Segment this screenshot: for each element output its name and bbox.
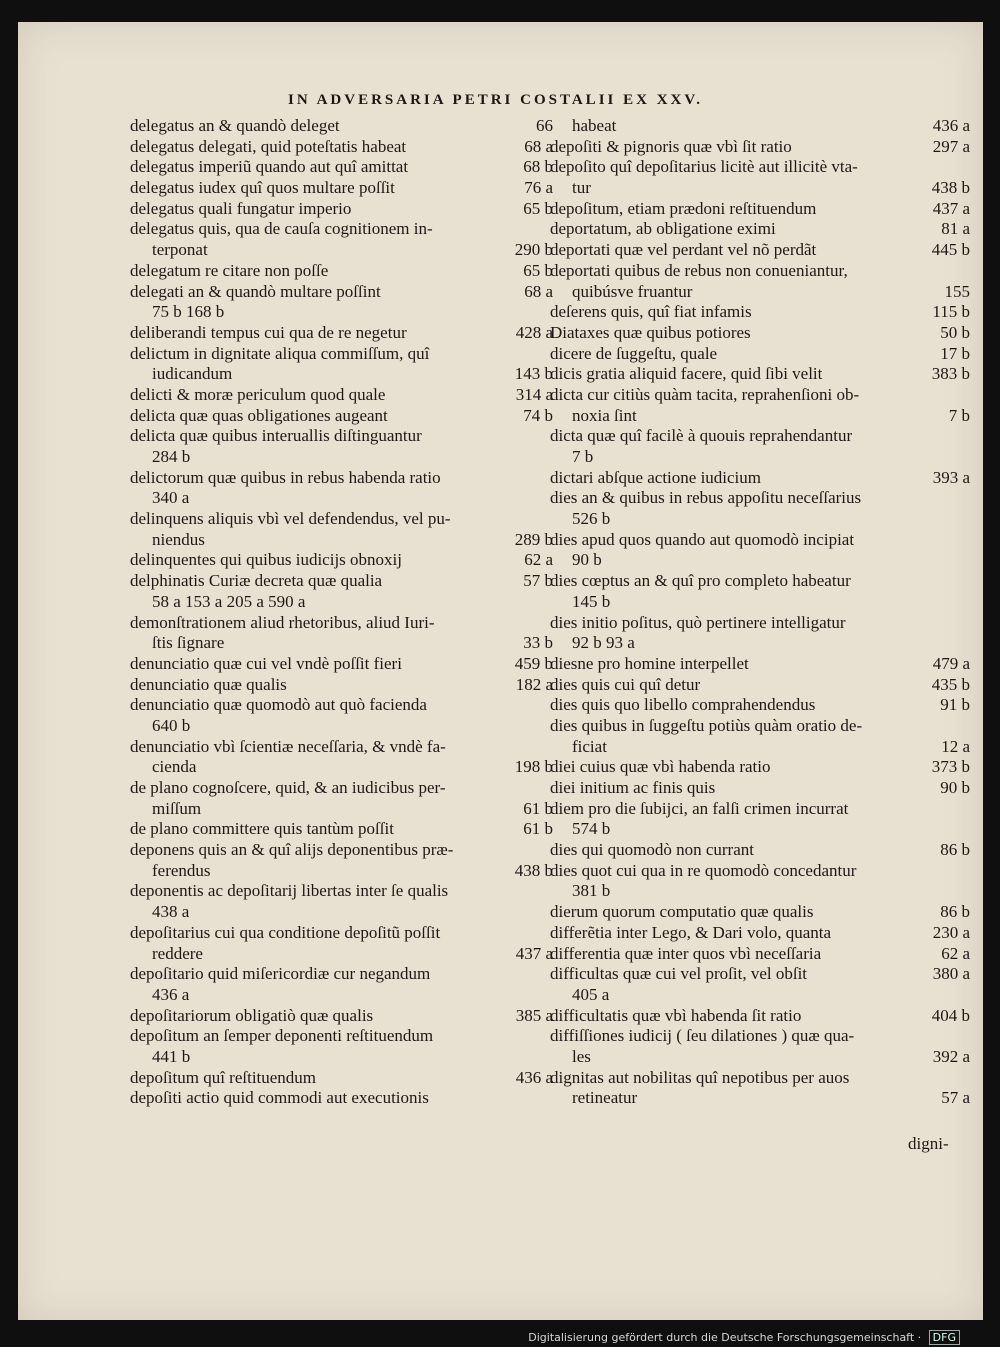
index-entry — [130, 406, 555, 427]
index-entry — [130, 695, 555, 716]
index-entry — [550, 219, 970, 240]
entry-reference: 62 a — [941, 943, 970, 963]
entry-text: cienda — [152, 757, 197, 777]
footer-text: Digitalisierung gefördert durch die Deutsche Forschungsgemeinschaft · — [528, 1331, 922, 1344]
entry-reference: 230 a — [932, 922, 970, 942]
index-entry — [130, 964, 555, 985]
entry-text: dies initio poſitus, quò pertinere intelligatur — [550, 612, 846, 632]
entry-text: 441 b — [152, 1046, 191, 1066]
entry-text: depoſitum quî reſtituendum — [130, 1067, 317, 1087]
entry-text: denunciatio quæ qualis — [130, 674, 287, 694]
index-entry — [550, 695, 970, 716]
entry-text: diffiſſiones iudicij ( ſeu dilationes ) quæ qua- — [550, 1026, 855, 1046]
entry-text: depoſitario quid miſericordiæ cur negandum — [130, 964, 431, 984]
index-entry — [550, 675, 970, 696]
index-entry — [550, 385, 970, 406]
entry-text: delicta quæ quibus interuallis diſtinguantur — [130, 426, 422, 446]
index-entry — [130, 302, 555, 323]
index-entry — [550, 137, 970, 158]
entry-text: 75 b 168 b — [152, 302, 225, 322]
entry-text: de plano committere quis tantùm poſſit — [130, 819, 394, 839]
index-entry — [550, 799, 970, 820]
entry-text: deportati quæ vel perdant vel nõ perdãt — [550, 240, 817, 260]
entry-text: demonſtrationem aliud rhetoribus, aliud Iuri- — [130, 612, 435, 632]
entry-text: 284 b — [152, 447, 191, 466]
index-entry — [550, 819, 970, 840]
entry-text: denunciatio quæ cui vel vndè poſſit fieri — [130, 653, 402, 673]
index-entry — [130, 654, 555, 675]
entry-reference: 12 a — [941, 736, 970, 756]
entry-text: delictorum quæ quibus in rebus habenda ratio — [130, 467, 441, 487]
index-entry — [130, 613, 555, 634]
entry-text: 7 b — [572, 447, 594, 466]
entry-text: deſerens quis, quî fiat infamis — [550, 302, 752, 322]
index-entry — [550, 613, 970, 634]
entry-reference: 428 a — [515, 322, 553, 342]
index-entry — [550, 985, 970, 1006]
entry-reference: 17 b — [940, 343, 970, 363]
entry-text: depoſiti actio quid commodi aut executionis — [130, 1088, 429, 1108]
index-entry — [130, 488, 555, 509]
entry-reference: 74 b — [523, 405, 553, 425]
entry-text: dies cœptus an & quî pro completo habeatur — [550, 571, 851, 591]
entry-text: dies quis quo libello comprahendendus — [550, 695, 816, 715]
entry-text: delinquens aliquis vbì vel defendendus, vel pu- — [130, 509, 451, 529]
entry-reference: 68 a — [524, 136, 553, 156]
entry-reference: 182 a — [515, 674, 553, 694]
index-entry — [550, 633, 970, 654]
index-entry — [550, 447, 970, 468]
index-entry — [130, 157, 555, 178]
index-entry — [130, 675, 555, 696]
index-entry — [550, 778, 970, 799]
entry-reference: 459 b — [514, 653, 553, 673]
entry-text: dictari abſque actione iudicium — [550, 467, 762, 487]
index-entry — [550, 344, 970, 365]
index-entry — [550, 488, 970, 509]
entry-text: difficultatis quæ vbì habenda ſit ratio — [550, 1005, 802, 1025]
entry-text: noxia ſint — [572, 405, 637, 425]
entry-reference: 385 a — [515, 1005, 553, 1025]
index-entry — [130, 716, 555, 737]
index-entry — [130, 468, 555, 489]
entry-reference: 57 b — [523, 571, 553, 591]
entry-reference: 68 b — [523, 157, 553, 177]
index-entry — [130, 240, 555, 261]
index-entry — [130, 116, 555, 137]
index-entry — [550, 240, 970, 261]
entry-reference: 7 b — [948, 405, 970, 425]
entry-text: dies an & quibus in rebus appoſitu neceſſarius — [550, 488, 862, 508]
entry-reference: 383 b — [931, 364, 970, 384]
index-entry — [550, 1006, 970, 1027]
index-entry — [130, 137, 555, 158]
entry-text: deportatum, ab obligatione eximi — [550, 219, 776, 239]
entry-reference: 297 a — [932, 136, 970, 156]
running-header: IN ADVERSARIA PETRI COSTALII EX XXV. — [288, 92, 704, 108]
entry-text: delphinatis Curiæ decreta quæ qualia — [130, 571, 383, 591]
index-entry — [550, 737, 970, 758]
entry-text: tur — [572, 178, 591, 198]
index-entry — [130, 799, 555, 820]
entry-text: diem pro die ſubijci, an falſi crimen incurrat — [550, 798, 849, 818]
index-entry — [550, 964, 970, 985]
index-entry — [130, 757, 555, 778]
entry-reference: 438 b — [514, 860, 553, 880]
entry-text: deponentis ac depoſitarij libertas inter ſe qualis — [130, 881, 449, 901]
entry-text: Diataxes quæ quibus potiores — [550, 322, 751, 342]
entry-text: dignitas aut nobilitas quî nepotibus per auos — [550, 1067, 850, 1087]
index-entry — [130, 178, 555, 199]
index-entry — [550, 116, 970, 137]
entry-text: les — [572, 1046, 591, 1066]
entry-reference: 62 a — [524, 550, 553, 570]
digitization-footer — [528, 1330, 960, 1345]
entry-text: miſſum — [152, 798, 202, 818]
index-entry — [550, 157, 970, 178]
index-entry — [130, 592, 555, 613]
index-entry — [130, 1026, 555, 1047]
entry-reference: 81 a — [941, 219, 970, 239]
index-entry — [550, 1047, 970, 1068]
entry-text: difficultas quæ cui vel proſit, vel obſit — [550, 964, 808, 984]
entry-text: dicta cur citiùs quàm tacita, reprahenſioni ob- — [550, 384, 860, 404]
index-entry — [130, 633, 555, 654]
index-entry — [550, 261, 970, 282]
entry-text: delinquentes qui quibus iudicijs obnoxij — [130, 550, 402, 570]
entry-text: dies quot cui qua in re quomodò concedantur — [550, 860, 857, 880]
entry-reference: 68 a — [524, 281, 553, 301]
entry-reference: 65 b — [523, 260, 553, 280]
index-column-left — [130, 116, 555, 1109]
entry-text: delegatus an & quandò deleget — [130, 116, 340, 135]
index-entry — [550, 178, 970, 199]
entry-reference: 86 b — [940, 840, 970, 860]
index-entry — [550, 654, 970, 675]
index-entry — [130, 902, 555, 923]
index-entry — [550, 406, 970, 427]
index-entry — [130, 985, 555, 1006]
index-entry — [130, 1068, 555, 1089]
entry-reference: 479 a — [932, 653, 970, 673]
index-entry — [130, 385, 555, 406]
index-entry — [130, 840, 555, 861]
index-entry — [550, 468, 970, 489]
entry-reference: 65 b — [523, 198, 553, 218]
index-entry — [550, 757, 970, 778]
entry-text: 526 b — [572, 509, 611, 529]
entry-reference: 61 b — [523, 819, 553, 839]
entry-text: dicis gratia aliquid facere, quid ſibi velit — [550, 364, 823, 384]
entry-text: iudicandum — [152, 364, 233, 384]
index-entry — [550, 923, 970, 944]
entry-text: 381 b — [572, 881, 611, 901]
entry-text: ficiat — [572, 736, 607, 756]
entry-text: deportati quibus de rebus non conueniantur, — [550, 260, 848, 280]
index-entry — [550, 426, 970, 447]
entry-text: ferendus — [152, 860, 211, 880]
entry-text: 436 a — [152, 984, 190, 1004]
entry-text: de plano cognoſcere, quid, & an iudicibus per- — [130, 778, 446, 797]
index-entry — [550, 840, 970, 861]
entry-reference: 435 b — [931, 674, 970, 694]
entry-reference: 373 b — [931, 757, 970, 777]
entry-text: depoſiti & pignoris quæ vbì ſit ratio — [550, 136, 792, 156]
entry-text: ſtis ſignare — [152, 633, 225, 653]
index-entry — [130, 426, 555, 447]
index-entry — [550, 716, 970, 737]
entry-text: delegatus delegati, quid poteſtatis habeat — [130, 136, 407, 156]
entry-text: delegatus iudex quî quos multare poſſit — [130, 178, 395, 198]
entry-text: depoſito quî depoſitarius licitè aut illicitè vta- — [550, 157, 858, 177]
entry-reference: 50 b — [940, 322, 970, 342]
entry-reference: 198 b — [514, 757, 553, 777]
entry-reference: 61 b — [523, 798, 553, 818]
entry-text: 92 b 93 a — [572, 633, 635, 653]
entry-text: diei cuius quæ vbì habenda ratio — [550, 757, 771, 777]
index-entry — [130, 219, 555, 240]
entry-text: dicta quæ quî facilè à quouis reprahendantur — [550, 426, 853, 446]
entry-text: 340 a — [152, 488, 190, 508]
entry-text: 58 a 153 a 205 a 590 a — [152, 591, 306, 611]
index-entry — [130, 323, 555, 344]
index-entry — [550, 1088, 970, 1109]
index-entry — [130, 778, 555, 799]
index-entry — [550, 944, 970, 965]
entry-text: dies quibus in ſuggeſtu potiùs quàm oratio de- — [550, 715, 863, 735]
entry-text: deliberandi tempus cui qua de re negetur — [130, 322, 407, 342]
entry-reference: 115 b — [932, 302, 970, 322]
entry-text: diesne pro homine interpellet — [550, 653, 749, 673]
index-entry — [130, 550, 555, 571]
entry-text: depoſitarius cui qua conditione depoſitũ poſſit — [130, 922, 441, 942]
entry-reference: 437 a — [932, 198, 970, 218]
entry-reference: 380 a — [932, 964, 970, 984]
index-entry — [130, 282, 555, 303]
index-entry — [130, 571, 555, 592]
index-entry — [550, 881, 970, 902]
entry-reference: 314 a — [515, 384, 553, 404]
entry-reference: 438 b — [931, 178, 970, 198]
entry-reference: 393 a — [932, 467, 970, 487]
entry-text: diei initium ac finis quis — [550, 778, 716, 797]
entry-text: 574 b — [572, 819, 611, 839]
index-entry — [130, 344, 555, 365]
entry-text: delegatus quali fungatur imperio — [130, 198, 352, 218]
index-entry — [550, 364, 970, 385]
entry-text: differẽtia inter Lego, & Dari volo, quanta — [550, 922, 832, 942]
entry-text: reddere — [152, 943, 203, 963]
entry-text: quibúsve fruantur — [572, 281, 693, 301]
index-entry — [130, 944, 555, 965]
entry-text: delicti & moræ periculum quod quale — [130, 384, 386, 404]
index-entry — [550, 509, 970, 530]
index-entry — [130, 819, 555, 840]
entry-text: retineatur — [572, 1088, 638, 1108]
index-entry — [550, 282, 970, 303]
entry-text: dicere de ſuggeſtu, quale — [550, 343, 718, 363]
index-entry — [550, 323, 970, 344]
entry-text: 640 b — [152, 715, 191, 735]
index-entry — [130, 261, 555, 282]
entry-text: depoſitum an ſemper deponenti reſtituendum — [130, 1026, 434, 1046]
index-entry — [550, 902, 970, 923]
entry-text: 90 b — [572, 550, 602, 570]
entry-reference: 91 b — [940, 695, 970, 715]
entry-text: dierum quorum computatio quæ qualis — [550, 902, 814, 922]
index-entry — [130, 1088, 555, 1109]
index-entry — [130, 1047, 555, 1068]
index-column-right — [550, 116, 970, 1109]
index-entry — [130, 364, 555, 385]
entry-text: dies quis cui quî detur — [550, 674, 701, 694]
entry-text: denunciatio quæ quomodò aut quò facienda — [130, 695, 427, 715]
entry-text: terponat — [152, 240, 208, 260]
index-entry — [550, 1026, 970, 1047]
index-entry — [550, 550, 970, 571]
entry-text: differentia quæ inter quos vbì neceſſaria — [550, 943, 822, 963]
entry-text: niendus — [152, 529, 205, 549]
index-entry — [550, 530, 970, 551]
entry-text: delicta quæ quas obligationes augeant — [130, 405, 388, 425]
index-entry — [130, 861, 555, 882]
entry-text: delictum in dignitate aliqua commiſſum, quî — [130, 343, 430, 363]
entry-reference: 436 a — [515, 1067, 553, 1087]
entry-text: delegatus imperiũ quando aut quî amittat — [130, 157, 409, 177]
entry-reference: 436 a — [932, 116, 970, 135]
entry-reference: 86 b — [940, 902, 970, 922]
entry-reference: 445 b — [931, 240, 970, 260]
entry-text: delegatum re citare non poſſe — [130, 260, 329, 280]
entry-reference: 289 b — [514, 529, 553, 549]
entry-reference: 90 b — [940, 778, 970, 797]
index-entry — [130, 1006, 555, 1027]
entry-reference: 57 a — [941, 1088, 970, 1108]
index-entry — [130, 881, 555, 902]
entry-text: 405 a — [572, 984, 610, 1004]
index-entry — [130, 509, 555, 530]
entry-reference: 392 a — [932, 1046, 970, 1066]
book-page — [18, 22, 983, 1320]
entry-reference: 66 — [536, 116, 553, 135]
index-entry — [130, 447, 555, 468]
index-entry — [550, 592, 970, 613]
dfg-logo: DFG — [929, 1330, 960, 1345]
entry-text: denunciatio vbì ſcientiæ neceſſaria, & vndè fa- — [130, 736, 446, 756]
index-entry — [130, 737, 555, 758]
entry-text: depoſitum, etiam prædoni reſtituendum — [550, 198, 817, 218]
entry-text: dies apud quos quando aut quomodò incipiat — [550, 529, 855, 549]
index-entry — [550, 571, 970, 592]
entry-text: 438 a — [152, 902, 190, 922]
entry-reference: 290 b — [514, 240, 553, 260]
entry-text: delegatus quis, qua de cauſa cognitionem in- — [130, 219, 433, 239]
entry-text: deponens quis an & quî alijs deponentibus præ- — [130, 840, 454, 860]
entry-text: 145 b — [572, 591, 611, 611]
index-entry — [550, 1068, 970, 1089]
entry-reference: 404 b — [931, 1005, 970, 1025]
entry-reference: 76 a — [524, 178, 553, 198]
entry-text: depoſitariorum obligatiò quæ qualis — [130, 1005, 374, 1025]
entry-text: delegati an & quandò multare poſſint — [130, 281, 381, 301]
index-entry — [130, 923, 555, 944]
index-entry — [130, 199, 555, 220]
entry-text: dies qui quomodò non currant — [550, 840, 754, 860]
index-entry — [550, 302, 970, 323]
entry-reference: 33 b — [523, 633, 553, 653]
entry-reference: 155 — [944, 281, 970, 301]
index-entry — [550, 199, 970, 220]
entry-reference: 143 b — [514, 364, 553, 384]
entry-reference: 437 a — [515, 943, 553, 963]
entry-text: habeat — [572, 116, 617, 135]
index-entry — [130, 530, 555, 551]
catchword: digni- — [908, 1134, 949, 1153]
index-entry — [550, 861, 970, 882]
